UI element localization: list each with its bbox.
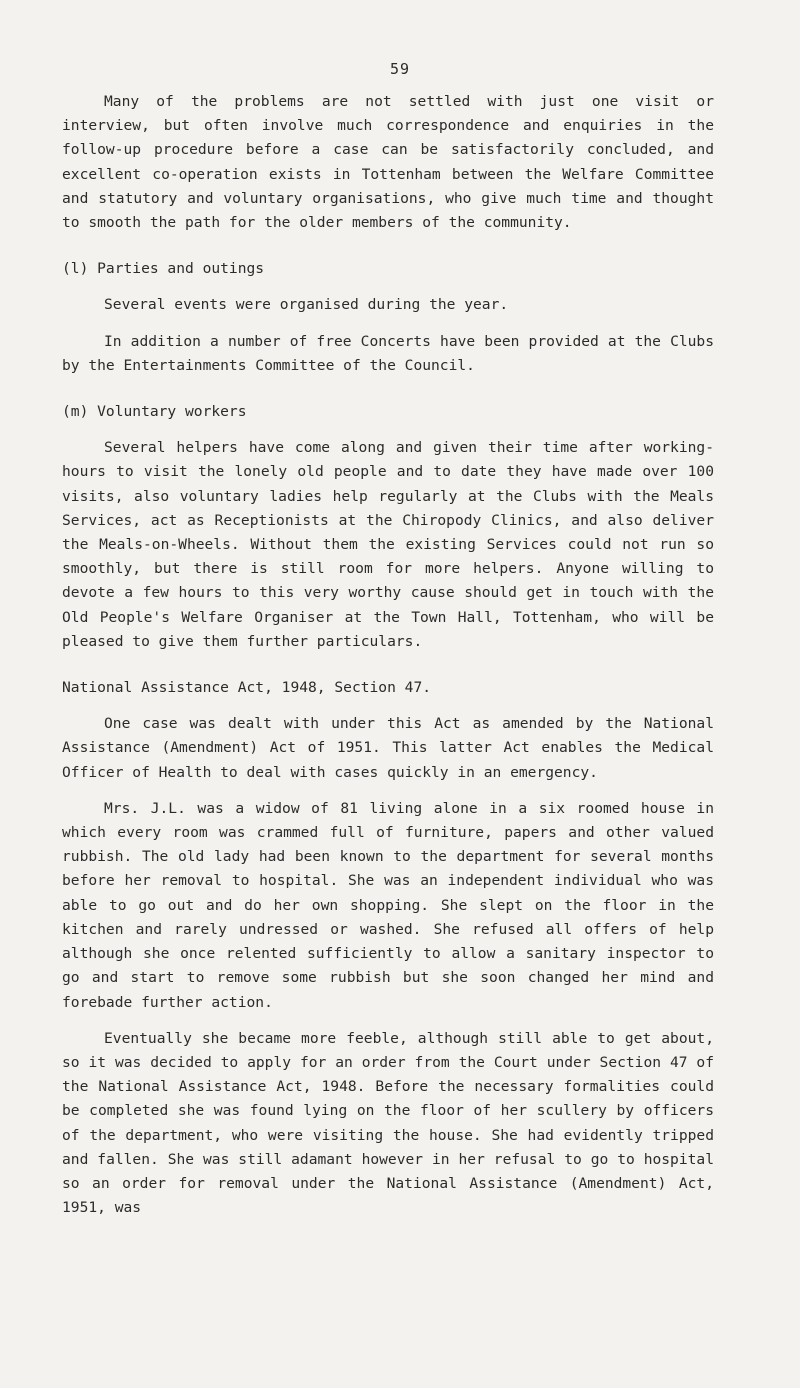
heading-voluntary-workers: (m) Voluntary workers <box>62 403 247 421</box>
paragraph-events: Several events were organised during the year. <box>104 296 509 314</box>
paragraph-removal-order: Eventually she became more feeble, although still able to get about, so it was decided to apply for an order from the Court under Section 47 of the National Assistance Act, 1948. Before the necessary formalities could be completed she was found lying on the floor of her scullery by officers of the department, who were visiting the house. She had evidently tripped and fallen. She was still adamant however in her refusal to go to hospital so an order for removal under the National Assistance (Amendment) Act, 1951, was <box>62 1029 714 1217</box>
heading-parties-and-outings: (l) Parties and outings <box>62 260 265 278</box>
document-body <box>62 90 714 1220</box>
paragraph-helpers: Several helpers have come along and given their time after working-hours to visit the lonely old people and to date they have made over 100 visits, also voluntary ladies help regularly at the Clubs with the Meals Services, act as Receptionists at the Chiropody Clinics, and also deliver the Meals-on-Wheels. Without them the existing Services could not run so smoothly, but there is still room for more helpers. Anyone willing to devote a few hours to this very worthy cause should get in touch with the Old People's Welfare Organiser at the Town Hall, Tottenham, who will be pleased to give them further particulars. <box>62 439 714 650</box>
heading-national-assistance-act: National Assistance Act, 1948, Section 47. <box>62 679 432 697</box>
page-number: 59 <box>389 60 411 78</box>
paragraph-correspondence: Many of the problems are not settled with just one visit or interview, but often involve much correspondence and enquiries in the follow-up procedure before a case can be satisfactorily concluded, and excellent co-operation exists in Tottenham between the Welfare Committee and statutory and voluntary organisations, who give much time and thought to smooth the path for the older members of the community. <box>62 93 714 232</box>
paragraph-amendment-act: One case was dealt with under this Act as amended by the National Assistance (Amendment) Act of 1951. This latter Act enables the Medical Officer of Health to deal with cases quickly in an emergency. <box>62 715 714 781</box>
paragraph-concerts: In addition a number of free Concerts have been provided at the Clubs by the Entertainments Committee of the Council. <box>62 332 714 374</box>
paragraph-case-mrs-jl: Mrs. J.L. was a widow of 81 living alone in a six roomed house in which every room was crammed full of furniture, papers and other valued rubbish. The old lady had been known to the department for several months before her removal to hospital. She was an independent individual who was able to go out and do her own shopping. She slept on the floor in the kitchen and rarely undressed or washed. She refused all offers of help although she once relented sufficiently to allow a sanitary inspector to go and start to remove some rubbish but she soon changed her mind and forebade further action. <box>62 799 714 1011</box>
